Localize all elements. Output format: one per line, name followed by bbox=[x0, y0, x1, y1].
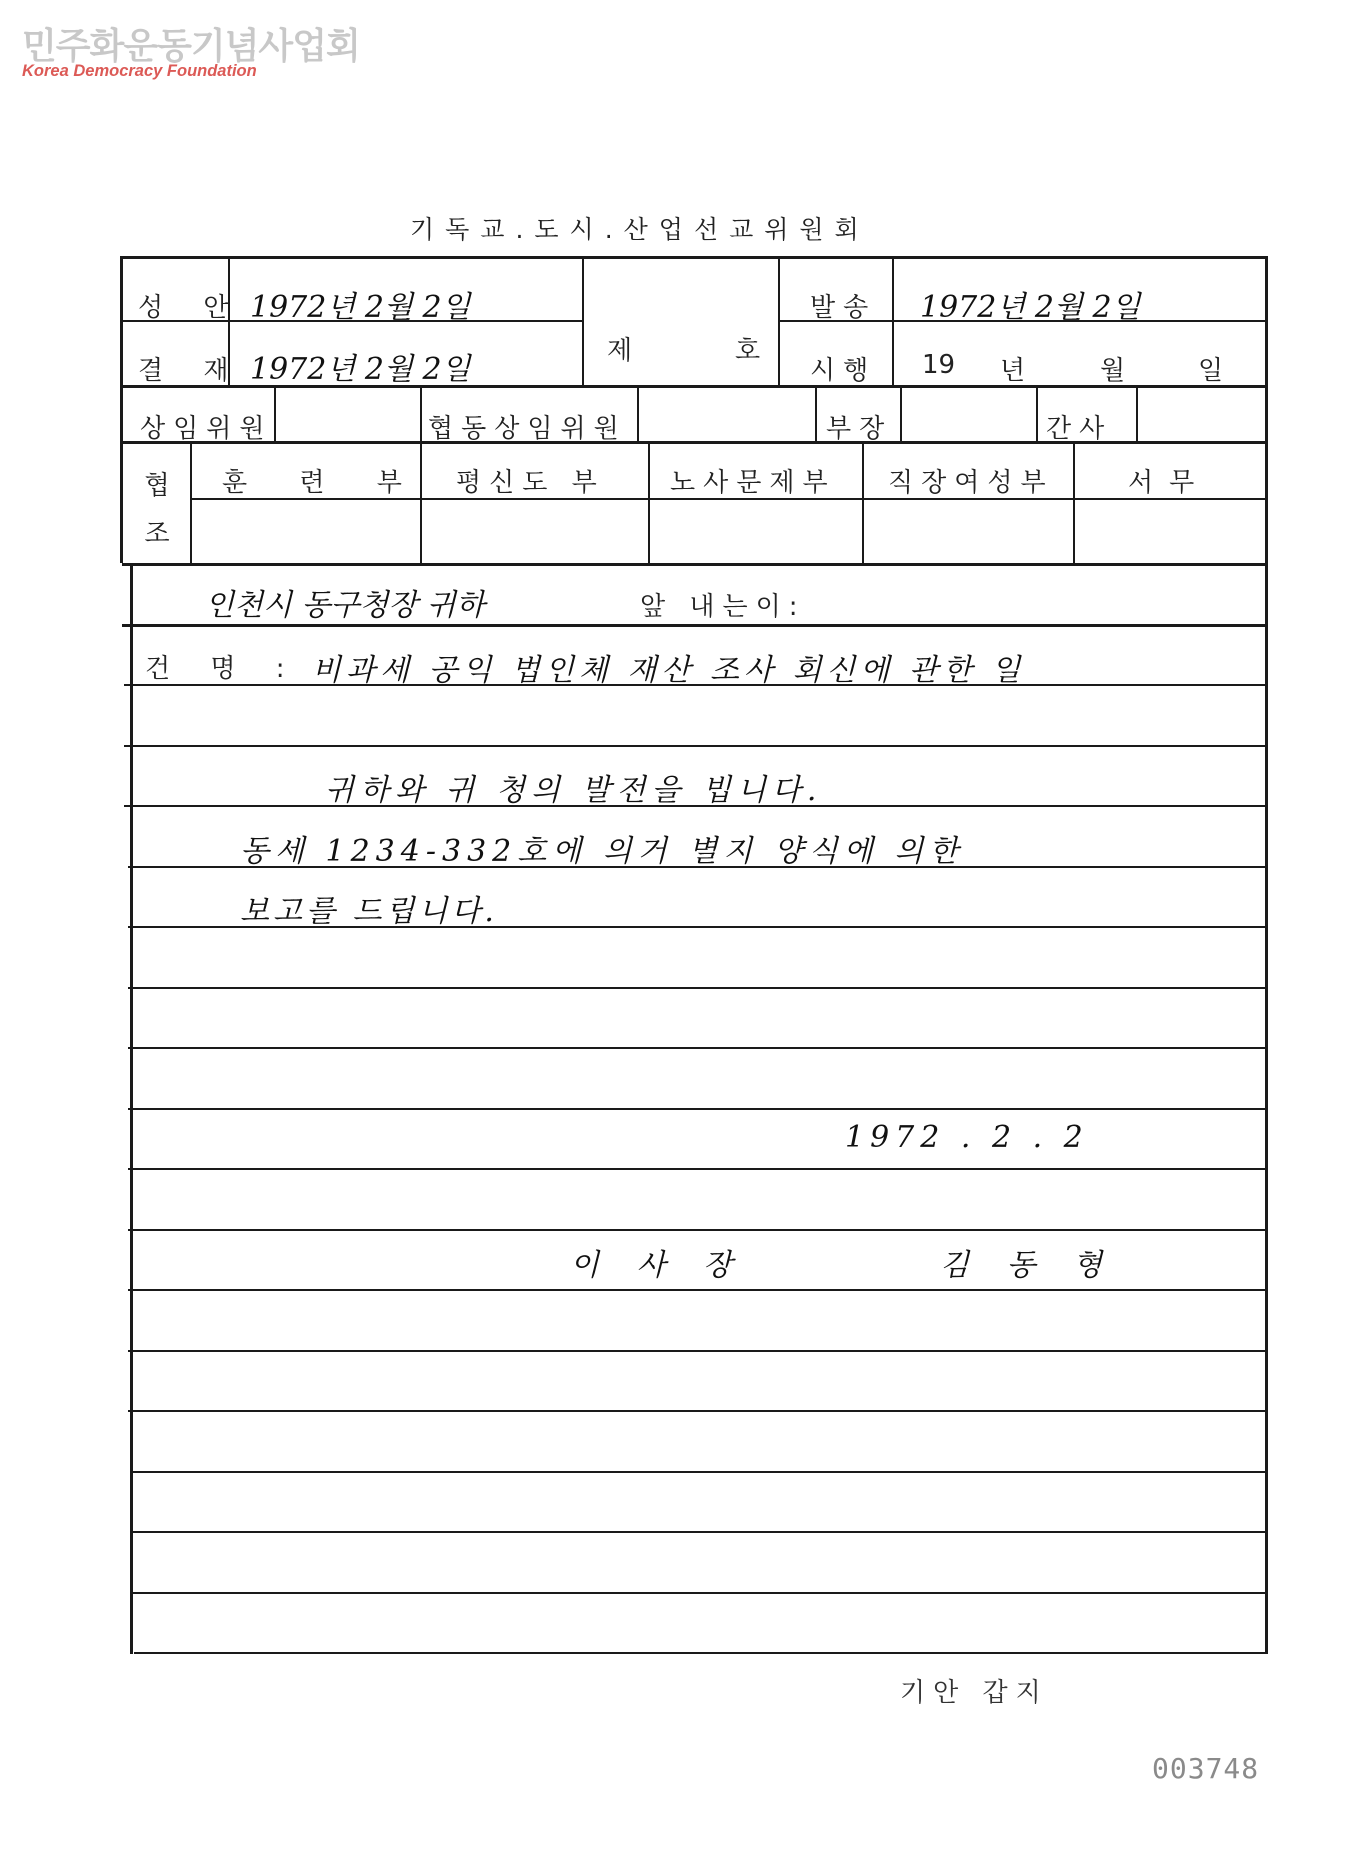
ruled-line bbox=[128, 1168, 1268, 1170]
cooperation-label bbox=[142, 462, 172, 558]
form-footer: 기안 갑지 bbox=[900, 1678, 1049, 1708]
form-col-divider bbox=[637, 387, 639, 442]
form-col-divider bbox=[862, 443, 864, 563]
sent-date-value: 1972년 2월 2일 bbox=[920, 290, 1141, 325]
number-suffix: 호 bbox=[735, 336, 761, 366]
effective-year-suffix: 년 bbox=[1000, 356, 1026, 386]
subject-text: 비과세 공익 법인체 재산 조사 회신에 관한 일 bbox=[312, 653, 1026, 688]
form-col-divider bbox=[582, 258, 584, 386]
ruled-line bbox=[128, 1047, 1268, 1049]
dept-labor: 노사문제부 bbox=[670, 468, 836, 498]
ruled-line bbox=[124, 745, 1266, 747]
ruled-line bbox=[128, 1350, 1268, 1352]
director-label: 부장 bbox=[826, 414, 893, 444]
form-col-divider bbox=[420, 443, 422, 563]
effective-year: 19 bbox=[922, 350, 956, 380]
body-line-2: 동세 1234-332호에 의거 별지 양식에 의한 bbox=[240, 834, 965, 869]
form-col-divider bbox=[274, 387, 276, 442]
ruled-line bbox=[134, 1652, 1268, 1654]
ruled-line bbox=[130, 1471, 1268, 1473]
letter-date: 1972 . 2 . 2 bbox=[845, 1120, 1089, 1155]
secretary-label: 간사 bbox=[1046, 414, 1113, 444]
form-col-divider bbox=[900, 387, 902, 442]
ruled-line bbox=[128, 987, 1268, 989]
form-top-border bbox=[120, 256, 1268, 259]
form-col-divider bbox=[815, 387, 817, 442]
ruled-line bbox=[128, 1108, 1268, 1110]
number-label: 제 bbox=[607, 336, 633, 366]
form-col-divider bbox=[648, 443, 650, 563]
ruled-line bbox=[130, 1531, 1268, 1533]
watermark-english: Korea Democracy Foundation bbox=[22, 62, 257, 80]
subject-label: 건 명 : bbox=[145, 654, 301, 684]
form-col-divider bbox=[1073, 443, 1075, 563]
effective-month-suffix: 월 bbox=[1100, 356, 1126, 386]
approved-label: 결 재 bbox=[138, 356, 245, 386]
standing-member-label: 상임위원 bbox=[140, 414, 273, 444]
form-left-border bbox=[120, 256, 123, 563]
signatory-name: 김 동 형 bbox=[940, 1248, 1117, 1283]
watermark-korean: 민주화운동기념사업회 bbox=[22, 26, 360, 67]
form-row-divider bbox=[122, 563, 1268, 566]
form-col-divider bbox=[1136, 387, 1138, 442]
ruled-line bbox=[128, 1410, 1268, 1412]
coop-standing-member-label: 협동상임위원 bbox=[428, 414, 627, 444]
form-col-divider bbox=[1036, 387, 1038, 442]
effective-day-suffix: 일 bbox=[1198, 356, 1224, 386]
form-col-divider bbox=[420, 387, 422, 442]
recipient: 인천시 동구청장 귀하 bbox=[205, 588, 485, 623]
cooperation-label-1: 협 bbox=[144, 471, 170, 501]
body-line-1: 귀하와 귀 청의 발전을 빕니다. bbox=[325, 773, 823, 808]
form-col-divider bbox=[892, 258, 894, 386]
form-col-divider bbox=[190, 443, 192, 563]
signatory-title: 이 사 장 bbox=[570, 1248, 747, 1283]
sender-label: 앞 내는이: bbox=[640, 592, 806, 622]
form-right-border bbox=[1265, 256, 1268, 563]
drafted-label: 성 안 bbox=[138, 293, 245, 323]
form-row-divider bbox=[122, 624, 1268, 627]
effective-label: 시행 bbox=[810, 356, 877, 386]
ruled-line bbox=[128, 1289, 1268, 1291]
dept-laity: 평신도 부 bbox=[456, 468, 605, 498]
organization-title: 기독교.도시.산업선교위원회 bbox=[410, 215, 870, 244]
drafted-date-value: 1972년 2월 2일 bbox=[250, 290, 471, 325]
cooperation-label-2: 조 bbox=[144, 519, 170, 549]
body-right-border bbox=[1265, 563, 1268, 1654]
dept-training: 훈 련 부 bbox=[222, 468, 424, 498]
approved-date-value: 1972년 2월 2일 bbox=[250, 352, 471, 387]
sent-label: 발송 bbox=[810, 293, 877, 323]
body-line-3: 보고를 드립니다. bbox=[240, 894, 498, 929]
form-col-divider bbox=[778, 258, 780, 386]
archive-number-stamp: 003748 bbox=[1152, 1752, 1260, 1785]
ruled-line bbox=[130, 1592, 1268, 1594]
body-left-border bbox=[130, 563, 133, 1654]
dept-general-affairs: 서무 bbox=[1128, 468, 1211, 498]
ruled-line bbox=[128, 1229, 1268, 1231]
dept-working-women: 직장여성부 bbox=[888, 468, 1054, 498]
